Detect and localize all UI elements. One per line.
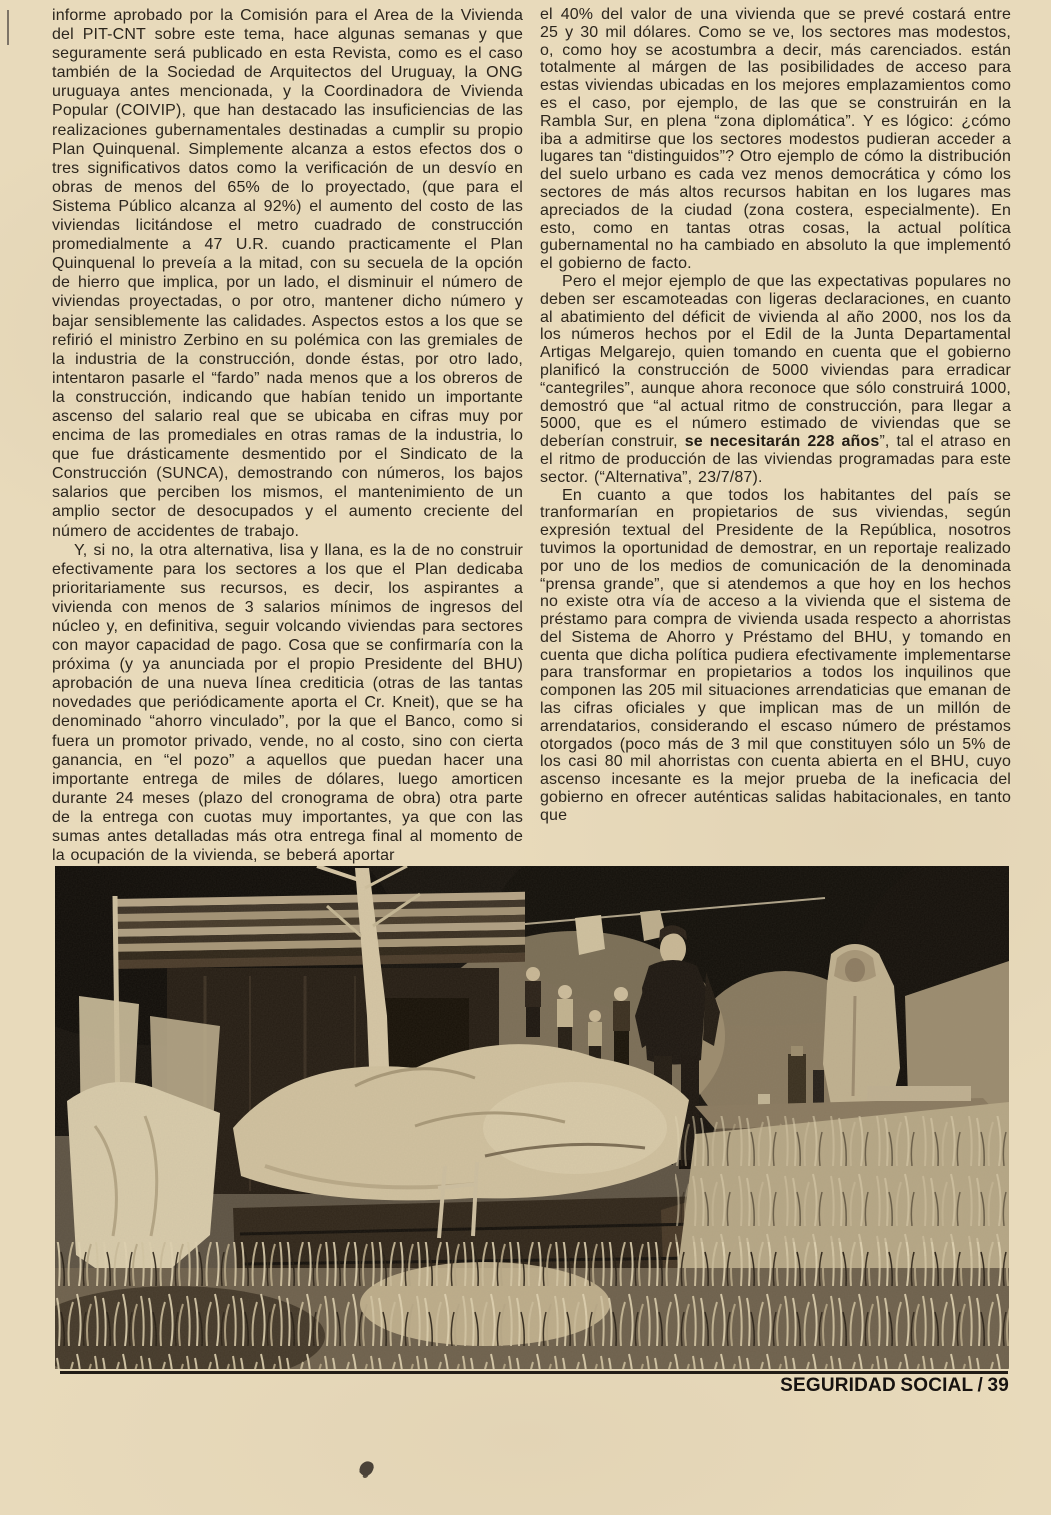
paragraph: el 40% del valor de una vivienda que se prevé costará entre 25 y 30 mil dólares. Como se ve, los sectores mas modestos, o, como hoy se acostumbra a decir, más carenciados. están totalmente al márgen de las posibilidades de acceso para estas viviendas ubicadas en los mejores emplazamientos como es el caso, por ejemplo, de las que se construirán en la Rambla Sur, en plena “zona diplomática”. Y es lógico: ¿cómo iba a admitirse que los sectores modestos pudieran acceder a lugares tan “distinguidos”? Otro ejemplo de cómo la distribución del suelo urbano es cada vez menos democrática y cómo los sectores de más altos recursos habitan en los lugares mas apreciados de la ciudad (zona costera, especialmente). En esto, como en tantas otras cosas, la actual política gubernamental no ha cambiado en absoluto la que implementó el gobierno de facto. (540, 6, 1011, 273)
footer-page-label: SEGURIDAD SOCIAL / 39 (780, 1375, 1009, 1396)
paragraph-text: ”, tal el atraso en el ritmo de producción de las viviendas programadas para este sector. (“Alternativa”, 23/7/87). (540, 433, 1011, 486)
bold-emphasis: se necesitarán 228 años (684, 433, 880, 451)
paragraph: informe aprobado por la Comisión para el Area de la Vivienda del PIT-CNT sobre este tema, hace algunas semanas y que seguramente será publicado en esta Revista, como es el caso también de la Sociedad de Arquitectos del Uruguay, la ONG uruguaya antes mencionada, y la Coordinadora de Vivienda Popular (COIVIP), que han destacado las insuficiencias de las realizaciones gubernamentales destinadas a cumplir su propio Plan Quinquenal. Simplemente alcanza a estos efectos dos o tres significativos datos como la verificación de un desvío en obras de menos del 65% de lo proyectado, (que para el Sistema Público alcanza al 92%) el aumento del costo de las viviendas licitándose el metro cuadrado de construcción promedialmente a 47 U.R. cuando practicamente el Plan Quinquenal lo preveía a la mitad, con su secuela de la opción de hierro que implica, por un lado, el disminuir el número de viviendas proyectadas, o por otro, mantener dicho número y bajar sensiblemente las calidades. Aspectos estos a los que se refirió el ministro Zerbino en su polémica con las gremiales de la industria de la construcción, donde éstas, por otro lado, intentaron pasarle el “fardo” nada menos que a los obreros de la construcción, indicando que habían tenido un importante ascenso del salario real que se ubicaba en cifras muy por encima de las promediales en otras ramas de la industria, lo que fue drásticamente desmentido por el Sindicato de la Construcción (SUNCA), demostrando con números, los bajos salarios que perciben los mismos, el mantenimiento de un amplio sector de desocupados y el aumento creciente del número de accidentes de trabajo. (52, 7, 523, 540)
shantytown-photo-illustration (55, 866, 1009, 1369)
right-text-column (540, 6, 1011, 825)
paper-scratch-mark (7, 10, 9, 45)
left-text-column (52, 6, 523, 865)
paragraph: En cuanto a que todos los habitantes del país se tranformarían en propietarios de sus viviendas, según expresión textual del Presidente de la República, nosotros tuvimos la oportunidad de demostrar, en un reportaje realizado por uno de los medios de comunicación de la denominada “prensa grande”, que si atendemos a que hoy en los hechos no existe otra vía de acceso a la vivienda que el sistema de préstamo para compra de vivienda usada respecto a ahorristas del Sistema de Ahorro y Préstamo del BHU, y tomando en cuenta que dicha política pudiera efectivamente implementarse para transformar en propietarios a todos los inquilinos que componen las 205 mil situaciones arrendaticias que emanan de las cifras oficiales y que implican mas de un millón de arrendatarios, considerando el escaso número de préstamos otorgados (poco más de 3 mil que constituyen sólo un 5% de los casi 80 mil ahorristas con cuenta abierta en el BHU, cuyo ascenso incesante es la mejor prueba de la ineficacia del gobierno en ofrecer auténticas salidas habitacionales, en tanto que (540, 486, 1011, 824)
shantytown-photo (55, 866, 1009, 1369)
paragraph-text: Pero el mejor ejemplo de que las expectativas populares no deben ser escamoteadas con ligeras declaraciones, en cuanto al abatimiento del déficit de vivienda al año 2000, nos los da los números hechos por el Edil de la Junta Departamental Artigas Melgarejo, quien tomando en cuenta que el gobierno planificó la construcción de 5000 viviendas para erradicar “cantegriles”, aunque ahora reconoce que sólo construirá 1000, demostró que “al actual ritmo de construcción, para llegar a 5000, que es el número estimado de viviendas que se deberían construir, (540, 272, 1011, 451)
ink-blot (358, 1459, 376, 1478)
paragraph: Y, si no, la otra alternativa, lisa y llana, es la de no construir efectivamente para los sectores a los que el Plan dedicaba prioritariamente sus recursos, es decir, los aspirantes a vivienda con menos de 3 salarios mínimos de ingresos del núcleo y, en definitiva, seguir volcando viviendas para sectores con mayor capacidad de pago. Cosa que se confirmaría con la próxima (y ya anunciada por el propio Presidente del BHU) aprobación de una nueva línea crediticia (otras de las tantas novedades que periódicamente aporta el Cr. Kneit), que se ha denominado “ahorro vinculado”, por la que el Banco, como si fuera un promotor privado, vende, no al costo, sino con cierta ganancia, en “el pozo” a aquellos que puedan hacer una importante entrega de miles de dólares, luego amorticen durante 24 meses (plazo del cronograma de obra) otra parte de la entrega con cuotas muy importantes, ya que con las sumas antes detalladas más otra entrega final al momento de la ocupación de la vivienda, se beberá aportar (52, 541, 523, 865)
paragraph (540, 273, 1011, 487)
footer-rule (60, 1371, 1008, 1374)
